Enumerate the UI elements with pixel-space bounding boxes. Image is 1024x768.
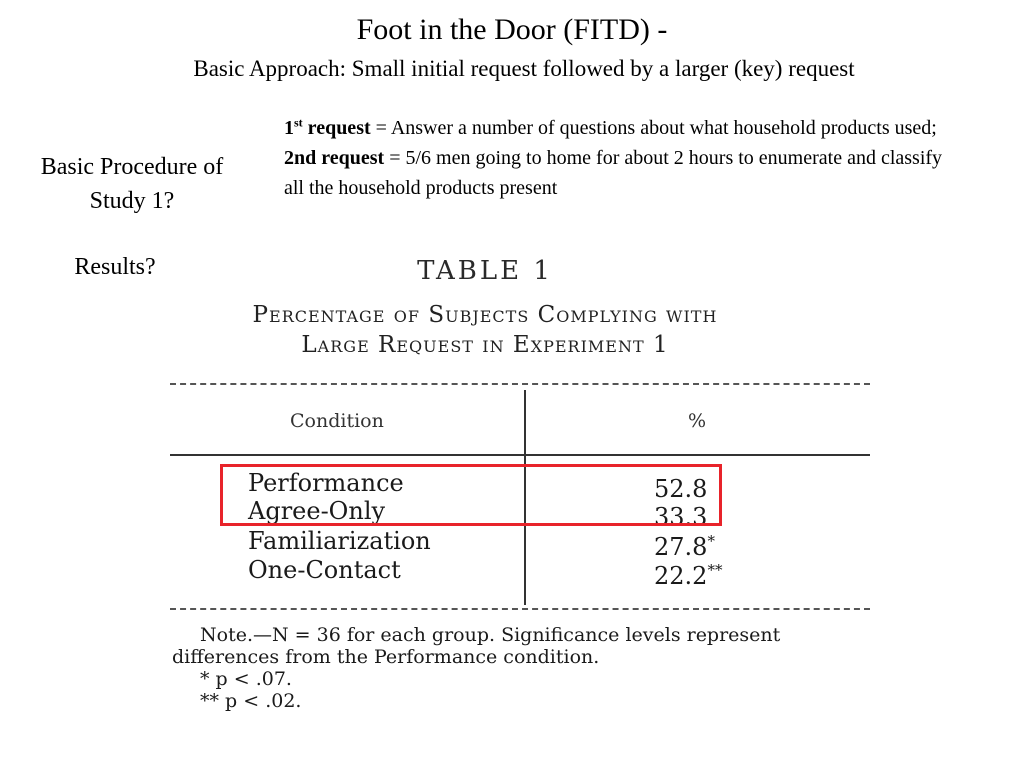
column-header-percent: % bbox=[688, 410, 707, 432]
row-percent-value: 27.8 bbox=[654, 533, 708, 561]
question-procedure: Basic Procedure of Study 1? bbox=[40, 154, 224, 214]
second-request-text: = 5/6 men going to home for about 2 hours to enumerate and classify all the household products present bbox=[284, 147, 943, 199]
row-percent-value: 52.8 bbox=[654, 475, 708, 503]
first-request-text: = Answer a number of questions about what household products used; bbox=[370, 117, 937, 139]
row-significance-mark: ** bbox=[707, 561, 723, 579]
row-condition: Familiarization bbox=[248, 527, 431, 555]
row-condition: One-Contact bbox=[248, 556, 401, 584]
note-line: Note.—N = 36 for each group. Significance levels represent bbox=[200, 624, 781, 646]
row-percent bbox=[654, 555, 774, 591]
table-caption-line1: Percentage of Subjects Complying with bbox=[252, 302, 718, 328]
row-percent-value: 33.3 bbox=[654, 503, 708, 531]
slide-subtitle: Basic Approach: Small initial request followed by a larger (key) request bbox=[193, 56, 855, 81]
requests-description bbox=[284, 113, 944, 203]
column-header-condition: Condition bbox=[290, 410, 384, 432]
second-request-label: 2nd request bbox=[284, 147, 385, 169]
note-line: differences from the Performance condition. bbox=[172, 646, 600, 668]
question-results: Results? bbox=[74, 254, 156, 280]
note-line: * p < .07. bbox=[200, 668, 292, 690]
first-request-word: request bbox=[302, 117, 371, 139]
row-percent-value: 22.2 bbox=[654, 562, 708, 590]
table-top-rule bbox=[170, 383, 870, 385]
note-line: ** p < .02. bbox=[200, 690, 302, 712]
table-caption bbox=[160, 300, 810, 360]
row-significance-mark: * bbox=[707, 532, 715, 550]
table-header-rule bbox=[170, 454, 870, 456]
table-label: TABLE 1 bbox=[417, 256, 553, 286]
results-table-image bbox=[160, 250, 880, 730]
highlight-box bbox=[220, 464, 722, 526]
first-request-label bbox=[284, 117, 371, 139]
row-condition: Agree-Only bbox=[248, 497, 386, 525]
first-request-ordinal: st bbox=[294, 115, 303, 130]
slide-title: Foot in the Door (FITD) - bbox=[356, 13, 668, 46]
table-caption-line2: Large Request in Experiment 1 bbox=[301, 332, 669, 358]
table-note bbox=[172, 624, 872, 712]
row-condition: Performance bbox=[248, 469, 404, 497]
first-request-number: 1 bbox=[284, 117, 294, 139]
table-bottom-rule bbox=[170, 608, 870, 610]
